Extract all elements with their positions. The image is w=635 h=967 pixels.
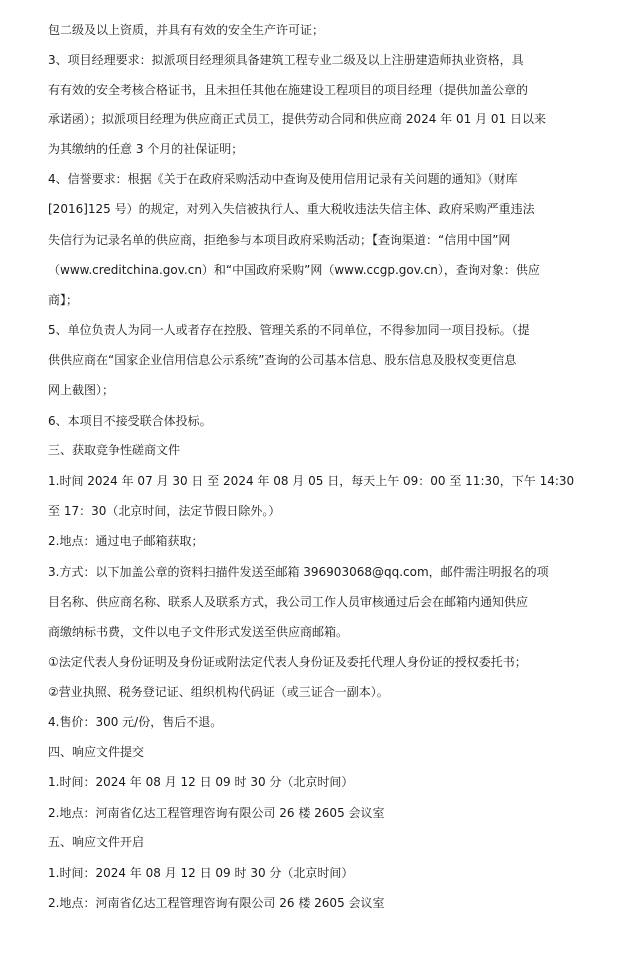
text-line: 1.时间 2024 年 07 月 30 日 至 2024 年 08 月 05 日，每天上午 09：00 至 11:30，下午 14:30 <box>48 474 575 488</box>
text-line: 1.时间：2024 年 08 月 12 日 09 时 30 分（北京时间） <box>48 866 354 880</box>
text-line: 至 17：30（北京时间，法定节假日除外。） <box>48 504 281 518</box>
text-line: 3.方式：以下加盖公章的资料扫描件发送至邮箱 396903068@qq.com，邮件需注明报名的项 <box>48 565 549 579</box>
text-line: （www.creditchina.gov.cn）和“中国政府采购”网（www.ccgp.gov.cn），查询对象：供应 <box>48 263 540 277</box>
text-line: 商】； <box>48 293 79 307</box>
section-heading: 四、响应文件提交 <box>48 745 145 759</box>
text-line: 供供应商在“国家企业信用信息公示系统”查询的公司基本信息、股东信息及股权变更信息 <box>48 353 517 367</box>
text-line: 商缴纳标书费，文件以电子文件形式发送至供应商邮箱。 <box>48 625 349 639</box>
text-line: 为其缴纳的任意 3 个月的社保证明； <box>48 142 244 156</box>
text-line: 包二级及以上资质，并具有有效的安全生产许可证； <box>48 23 325 37</box>
text-line: ①法定代表人身份证明及身份证或附法定代表人身份证及委托代理人身份证的授权委托书； <box>48 655 527 669</box>
text-line: 2.地点：河南省亿达工程管理咨询有限公司 26 楼 2605 会议室 <box>48 896 385 910</box>
text-line: 6、本项目不接受联合体投标。 <box>48 414 212 428</box>
text-line: 3、项目经理要求：拟派项目经理须具备建筑工程专业二级及以上注册建造师执业资格，具 <box>48 53 524 67</box>
section-heading: 三、获取竞争性磋商文件 <box>48 443 181 457</box>
text-line: 1.时间：2024 年 08 月 12 日 09 时 30 分（北京时间） <box>48 775 354 789</box>
text-line: 4、信誉要求：根据《关于在政府采购活动中查询及使用信用记录有关问题的通知》（财库 <box>48 172 518 186</box>
text-line: 有有效的安全考核合格证书，且未担任其他在施建设工程项目的项目经理（提供加盖公章的 <box>48 83 529 97</box>
text-line: 4.售价：300 元/份，售后不退。 <box>48 715 223 729</box>
text-line: 2.地点：河南省亿达工程管理咨询有限公司 26 楼 2605 会议室 <box>48 806 385 820</box>
text-line: 目名称、供应商名称、联系人及联系方式，我公司工作人员审核通过后会在邮箱内通知供应 <box>48 595 529 609</box>
text-line: 5、单位负责人为同一人或者存在控股、管理关系的不同单位，不得参加同一项目投标。（提 <box>48 323 530 337</box>
text-line: [2016]125 号）的规定，对列入失信被执行人、重大税收违法失信主体、政府采购严重违法 <box>48 202 535 216</box>
text-line: 2.地点：通过电子邮箱获取； <box>48 534 204 548</box>
text-line: 承诺函）；拟派项目经理为供应商正式员工，提供劳动合同和供应商 2024 年 01 月 01 日以来 <box>48 112 546 126</box>
text-line: 网上截图）； <box>48 383 115 397</box>
section-heading: 五、响应文件开启 <box>48 835 145 849</box>
text-line: ②营业执照、税务登记证、组织机构代码证（或三证合一副本）。 <box>48 685 389 699</box>
text-line: 失信行为记录名单的供应商，拒绝参与本项目政府采购活动；【查询渠道：“信用中国”网 <box>48 233 511 247</box>
